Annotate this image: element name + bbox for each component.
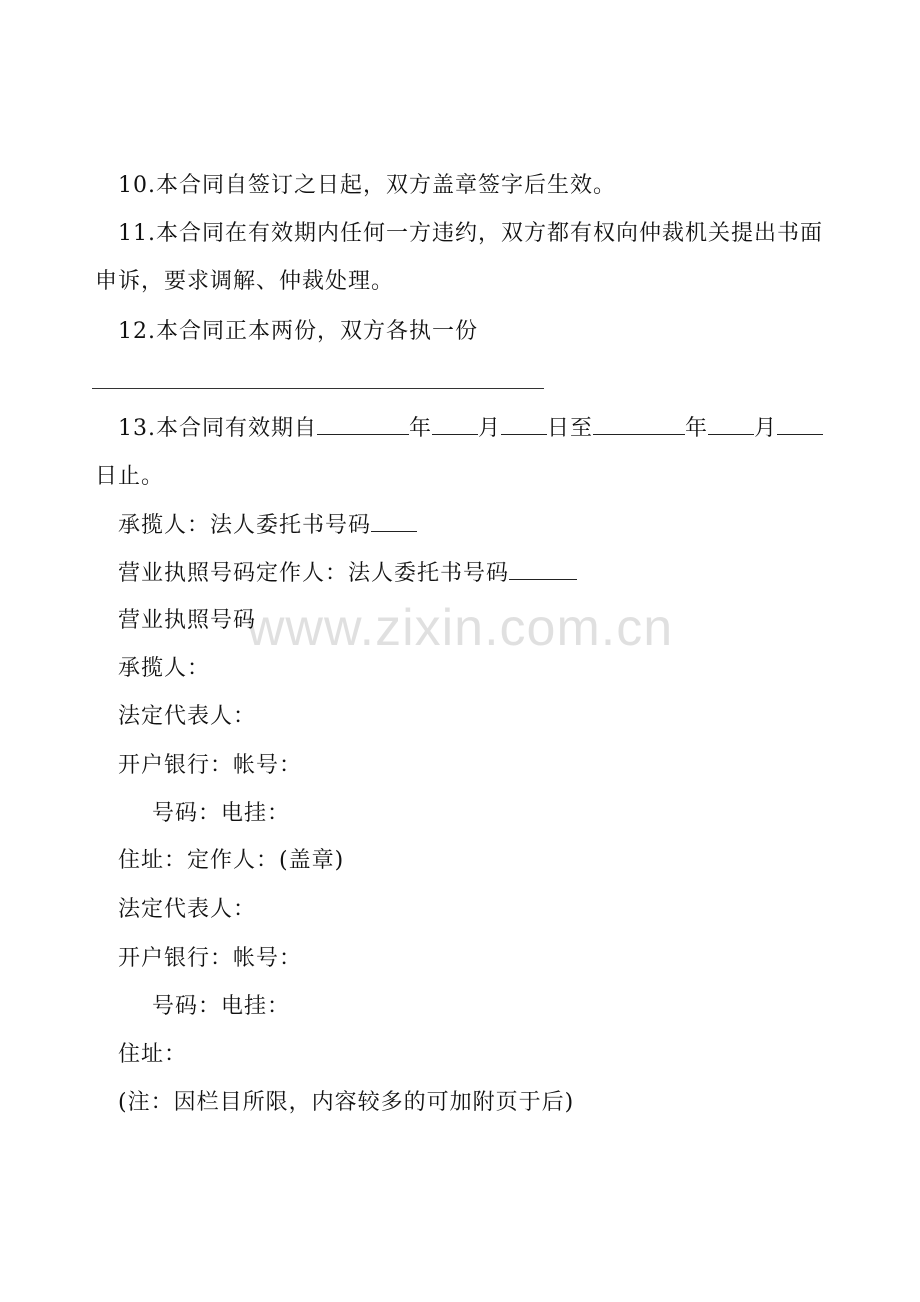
contractor-line	[118, 502, 858, 550]
clause-11-line-2: 申诉，要求调解、仲裁处理。	[95, 269, 395, 294]
legal-rep-field-1: 法定代表人：	[118, 704, 257, 729]
bank-field-2: 开户银行：帐号：	[118, 946, 303, 971]
blank-end-month	[708, 414, 754, 435]
blank-contractor-proxy	[371, 511, 417, 532]
clause-11-line-1: 11.本合同在有效期内任何一方违约，双方都有权向仲裁机关提出书面	[118, 221, 823, 246]
blank-orderer-proxy	[509, 559, 577, 580]
address-orderer-field: 住址：定作人：(盖章)	[118, 848, 345, 873]
address-field: 住址：	[118, 1042, 188, 1067]
phone-field-2: 号码：电挂：	[152, 994, 291, 1019]
contractor-field: 承揽人：	[118, 656, 211, 681]
year-label-2: 年	[685, 416, 709, 441]
legal-rep-field-2: 法定代表人：	[118, 897, 257, 922]
bank-field-1: 开户银行：帐号：	[118, 753, 303, 778]
clause-10: 10.本合同自签订之日起，双方盖章签字后生效。	[118, 173, 616, 198]
year-label: 年	[409, 416, 433, 441]
watermark: www.zixin.com.cn	[246, 599, 674, 657]
blank-end-day	[777, 414, 823, 435]
blank-start-month	[432, 414, 478, 435]
month-label: 月	[478, 416, 502, 441]
blank-end-year	[593, 414, 685, 435]
clause-13-prefix: 13.本合同有效期自	[118, 416, 317, 441]
day-to-label: 日至	[547, 416, 594, 441]
license-line: 营业执照号码	[118, 608, 257, 633]
blank-start-day	[501, 414, 547, 435]
month-label-2: 月	[754, 416, 778, 441]
blank-rule	[92, 388, 544, 389]
license-orderer-line	[118, 550, 858, 598]
license-orderer-label: 营业执照号码定作人：法人委托书号码	[118, 561, 510, 586]
footnote: (注：因栏目所限，内容较多的可加附页于后)	[118, 1090, 575, 1115]
clause-13-line-2: 日止。	[95, 464, 165, 489]
clause-12: 12.本合同正本两份，双方各执一份	[118, 319, 478, 344]
contractor-label: 承揽人：法人委托书号码	[118, 513, 372, 538]
phone-field-1: 号码：电挂：	[152, 801, 291, 826]
blank-start-year	[317, 414, 409, 435]
clause-13-line-1	[118, 405, 858, 453]
